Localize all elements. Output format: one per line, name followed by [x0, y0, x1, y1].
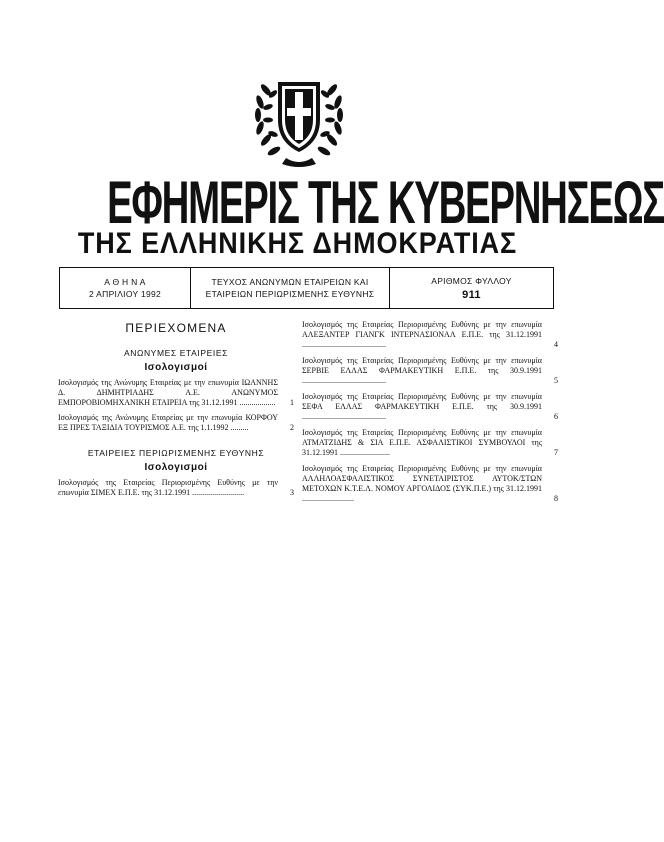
entry-page-number: 7 — [554, 448, 558, 457]
entry-text: Ισολογισμός της Εταιρείας Περιορισμένης Ευθύνης με την επωνυμία ΣΙΜΕΧ Ε.Π.Ε. της 31.12.1991 .......................... — [58, 478, 278, 497]
contents-entry[interactable] — [302, 320, 558, 350]
contents-entry[interactable] — [302, 464, 558, 504]
entry-text: Ισολογισμός της Ανώνυμης Εταιρείας με την επωνυμία ΙΩΑΝΝΗΣ Δ. ΔΗΜΗΤΡΙΑΔΗΣ Α.Ε. ΑΝΩΝΥΜΟΣ ΕΜΠΟΡΟΒΙΟΜΗΧΑΝΙΚΗ ΕΤΑΙΡΕΙΑ της 31.12.1991 .................. — [58, 378, 278, 407]
entry-text: Ισολογισμός της Ανώνυμης Εταιρείας με την επωνυμία ΚΟΡΦΟΥ ΕΞ ΠΡΕΣ ΤΑΞΙΔΙΑ ΤΟΥΡΙΣΜΟΣ Α.Ε. της 1.1.1992 ......... — [58, 413, 278, 432]
section-subheading: Ισολογισμοί — [144, 462, 208, 473]
greek-coat-of-arms-icon — [244, 62, 354, 170]
gazette-subtitle: ΤΗΣ ΕΛΛΗΝΙΚΗΣ ΔΗΜΟΚΡΑΤΙΑΣ — [77, 227, 518, 260]
entry-page-number: 4 — [554, 340, 558, 349]
gazette-title: ΕΦΗΜΕΡΙΣ ΤΗΣ ΚΥΒΕΡΝΗΣΕΩΣ — [107, 169, 664, 236]
issue-number-label: ΑΡΙΘΜΟΣ ΦΥΛΛΟΥ — [431, 276, 512, 286]
issue-info-box — [59, 267, 554, 309]
contents-entry[interactable] — [302, 356, 558, 386]
contents-right-column — [302, 320, 558, 510]
entry-page-number: 5 — [554, 376, 558, 385]
contents-entry[interactable] — [58, 378, 294, 408]
section-heading: ΑΝΩΝΥΜΕΣ ΕΤΑΙΡΕΙΕΣ — [123, 348, 229, 358]
entry-text: Ισολογισμός της Εταιρείας Περιορισμένης Ευθύνης με την επωνυμία ΣΕΦΑ ΕΛΛΑΣ ΦΑΡΜΑΚΕΥΤΙΚΗ Ε.Π.Ε. της 30.9.1991 .......................................... — [302, 392, 542, 421]
contents-entry[interactable] — [302, 392, 558, 422]
section-subheading: Ισολογισμοί — [144, 362, 208, 373]
city-label: Α Θ Η Ν Α — [104, 277, 146, 287]
issue-number: 911 — [462, 289, 481, 301]
contents-entry[interactable] — [302, 428, 558, 458]
issue-number-cell — [390, 268, 553, 308]
volume-line-2: ΕΤΑΙΡΕΙΩΝ ΠΕΡΙΩΡΙΣΜΕΝΗΣ ΕΥΘΥΝΗΣ — [205, 289, 375, 299]
contents-title: ΠΕΡΙΕΧΟΜΕΝΑ — [125, 321, 227, 335]
entry-page-number: 2 — [290, 423, 294, 432]
volume-line-1: ΤΕΥΧΟΣ ΑΝΩΝΥΜΩΝ ΕΤΑΙΡΕΙΩΝ ΚΑΙ — [211, 277, 369, 287]
entry-text: Ισολογισμός της Εταιρείας Περιορισμένης Ευθύνης με την επωνυμία ΣΕΡΒΙΕ ΕΛΛΑΣ ΦΑΡΜΑΚΕΥΤΙΚΗ Ε.Π.Ε. της 30.9.1991 .......................................... — [302, 356, 542, 385]
place-date-cell — [60, 268, 190, 308]
entry-text: Ισολογισμός της Εταιρείας Περιορισμένης Ευθύνης με την επωνυμία ΑΛΕΞΑΝΤΕΡ ΓΙΑΝΓΚ ΙΝΤΕΡΝΑΣΙΟΝΑΛ Ε.Π.Ε. της 31.12.1991 .......................................... — [302, 320, 542, 349]
contents-entry[interactable] — [58, 413, 294, 433]
issue-date: 2 ΑΠΡΙΛΙΟΥ 1992 — [88, 289, 162, 299]
volume-cell — [190, 268, 390, 308]
entry-page-number: 1 — [290, 398, 294, 407]
contents-entry[interactable] — [58, 478, 294, 498]
section-heading: ΕΤΑΙΡΕΙΕΣ ΠΕΡΙΩΡΙΣΜΕΝΗΣ ΕΥΘΥΝΗΣ — [87, 448, 265, 458]
contents-left-column — [58, 321, 294, 503]
entry-page-number: 3 — [290, 488, 294, 497]
entry-text: Ισολογισμός της Εταιρείας Περιορισμένης Ευθύνης με την επωνυμία ΑΛΛΗΛΟΑΣΦΑΛΙΣΤΙΚΟΣ ΣΥΝΕΤΑΙΡΙΣΤΟΣ ΑΥΤΟΚ/ΣΤΩΝ ΜΕΤΟΧΩΝ Κ.Τ.Ε.Λ. ΝΟΜΟΥ ΑΡΓΟΛΙΔΟΣ (ΣΥΚ.Π.Ε.) της 31.12.1991 .......................... — [302, 464, 542, 503]
entry-text: Ισολογισμός της Εταιρείας Περιορισμένης Ευθύνης με την επωνυμία ΑΤΜΑΤΖΙΔΗΣ & ΣΙΑ Ε.Π.Ε. ΑΣΦΑΛΙΣΤΙΚΟΙ ΣΥΜΒΟΥΛΟΙ της 31.12.1991 ......................... — [302, 428, 542, 457]
entry-page-number: 6 — [554, 412, 558, 421]
entry-page-number: 8 — [554, 494, 558, 503]
